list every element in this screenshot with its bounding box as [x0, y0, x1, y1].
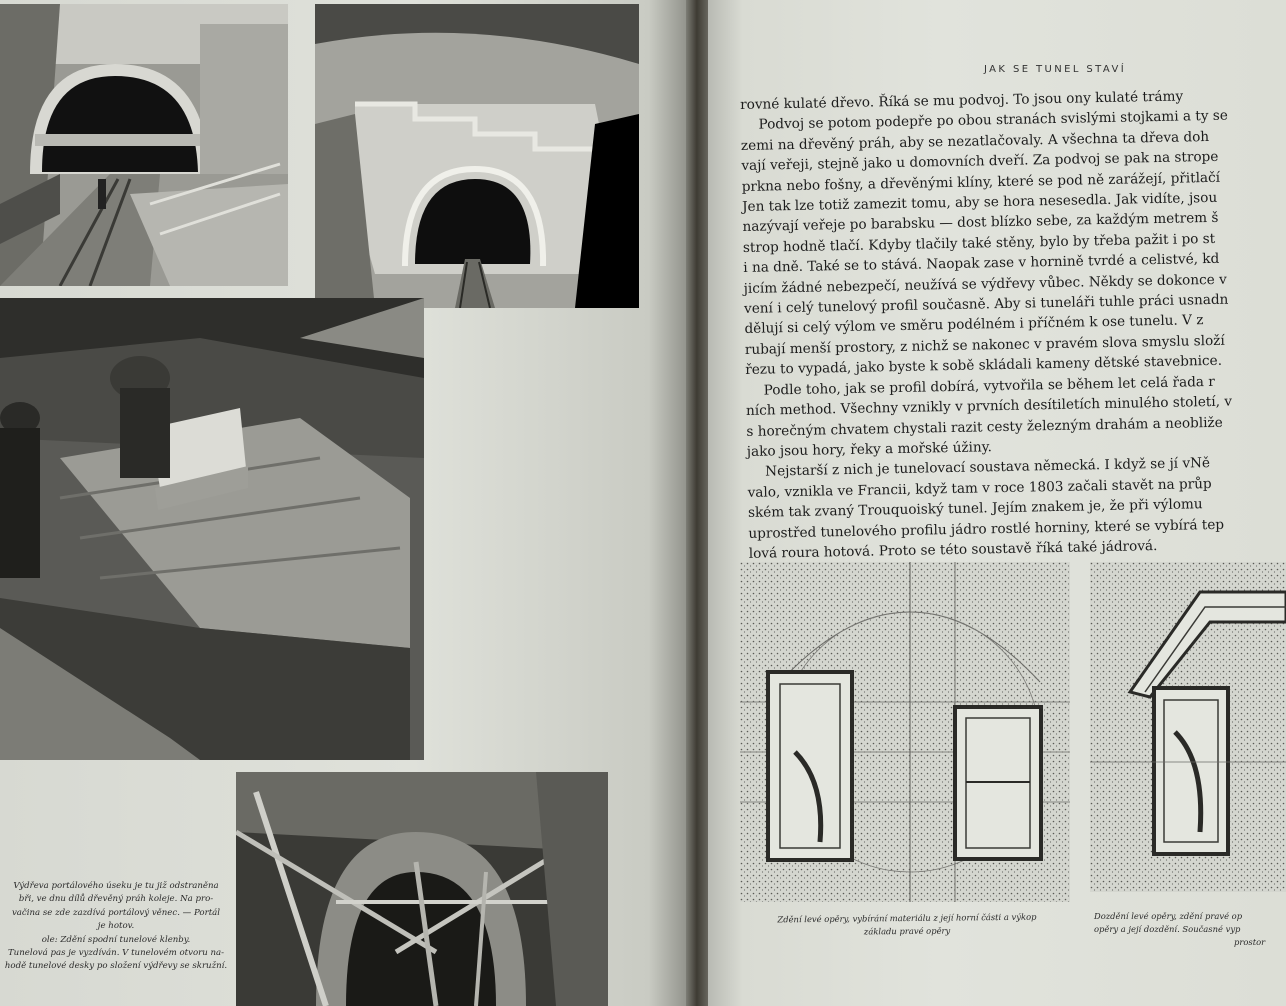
- body-line: nazývají veřeje po barabsku — dost blízko sebe, za každým metrem š: [742, 210, 1219, 236]
- caption-line: Zdění levé opěry, vybírání materiálu z její horní části a výkop: [777, 911, 1037, 925]
- body-line: zemi na dřevěný práh, aby se nezatlačovaly. A všechna ta dřeva doh: [740, 128, 1210, 154]
- diagram-left-support: [740, 562, 1070, 902]
- body-line: lová roura hotová. Proto se této soustavě říká také jádrová.: [748, 538, 1158, 562]
- book-gutter: [686, 0, 710, 1006]
- body-line: prkna nebo fošny, a dřevěnými klíny, které se pod ně zarážejí, přitlačí: [741, 169, 1221, 195]
- body-line: rubají menší prostory, z nichž se nakonec v pravém slova smyslu složí: [744, 332, 1225, 358]
- body-text: [740, 84, 1286, 564]
- caption-line: Výdřeva portálového úseku je tu již odstraněna: [13, 881, 219, 891]
- caption-line: Tunelová pas je vyzdíván. V tunelovém otvoru na-: [7, 948, 225, 959]
- body-line: ském tak zvaný Trouquoiský tunel. Jejím znakem je, že při výlomu: [747, 496, 1203, 522]
- caption-line: vačina se zde zazdívá portálový věnec. — Portál: [11, 907, 221, 918]
- caption-line: opěry a její dozdění. Současné vyp: [1094, 924, 1241, 934]
- body-line: vení i celý tunelový profil současně. Aby si tuneláři tuhle práci usnadn: [743, 291, 1229, 318]
- caption-line: prostor: [1234, 937, 1266, 947]
- body-line: Podvoj se potom podepře po obou stranách svislými stojkami a ty se: [758, 108, 1228, 134]
- body-line: vají veřeji, stejně jako u domovních dveří. Za podvoj se pak na strope: [741, 149, 1219, 175]
- body-line: dělují si celý výlom ve směru podélném i příčném k ose tunelu. V z: [744, 312, 1204, 338]
- photo-finished-portal: [315, 4, 639, 308]
- body-line: řezu to vypadá, jako byste k sobě skládali kameny dětské stavebnice.: [745, 353, 1223, 379]
- photo-workers-stone: [0, 298, 424, 760]
- caption-line: bři, ve dnu dílů dřevěný práh koleje. Na pro-: [18, 894, 214, 905]
- diagram-caption-1: [742, 910, 1072, 939]
- body-line: ních method. Všechny vznikly v prvních desítiletích minulého století, v: [745, 393, 1233, 420]
- body-line: valo, vznikla ve Francii, když tam v roce 1803 začali stavět na průp: [747, 475, 1212, 501]
- body-line: rovné kulaté dřevo. Říká se mu podvoj. To jsou ony kulaté trámy: [740, 88, 1184, 113]
- diagram-right-support: [1090, 562, 1286, 892]
- caption-line: Dozdění levé opěry, zdění pravé op: [1094, 911, 1243, 921]
- photo-tunnel-timbering: [236, 772, 608, 1006]
- body-line: uprostřed tunelového profilu jádro rostlé horniny, které se vybírá tep: [748, 516, 1225, 542]
- body-line: s horečným chvatem chystali razit cesty železným drahám a neobliže: [746, 414, 1223, 440]
- photo-tunnel-construction: [0, 4, 288, 286]
- running-head: JAK SE TUNEL STAVÍ: [984, 64, 1127, 75]
- caption-line: hodě tunelové desky po složení výdřevy se skružní.: [4, 961, 228, 972]
- body-line: Podle toho, jak se profil dobírá, vytvořila se během let celá řada r: [763, 373, 1215, 399]
- caption-line: je hotov.: [97, 921, 135, 932]
- body-line: i na dně. Také se to stává. Naopak zase v hornině tvrdé a celistvé, kd: [743, 251, 1220, 277]
- diagram-caption-2: [1094, 910, 1286, 949]
- left-photo-caption: [0, 880, 232, 974]
- body-line: jicím žádné nebezpečí, neužívá se výdřevy vůbec. Někdy se dokonce v: [743, 271, 1227, 297]
- caption-line: ole: Zdění spodní tunelové klenby.: [41, 934, 191, 945]
- body-line: Nejstarší z nich je tunelovací soustava německá. I když se jí vNě: [765, 455, 1211, 480]
- body-line: jako jsou hory, řeky a mořské úžiny.: [746, 439, 993, 460]
- caption-line: základu pravé opěry: [863, 925, 951, 937]
- body-line: Jen tak lze totiž zamezit tomu, aby se hora nesesedla. Jak vidíte, jsou: [741, 189, 1218, 216]
- body-line: strop hodně tlačí. Kdyby tlačily také stěny, bylo by třeba pažit i po st: [742, 230, 1216, 256]
